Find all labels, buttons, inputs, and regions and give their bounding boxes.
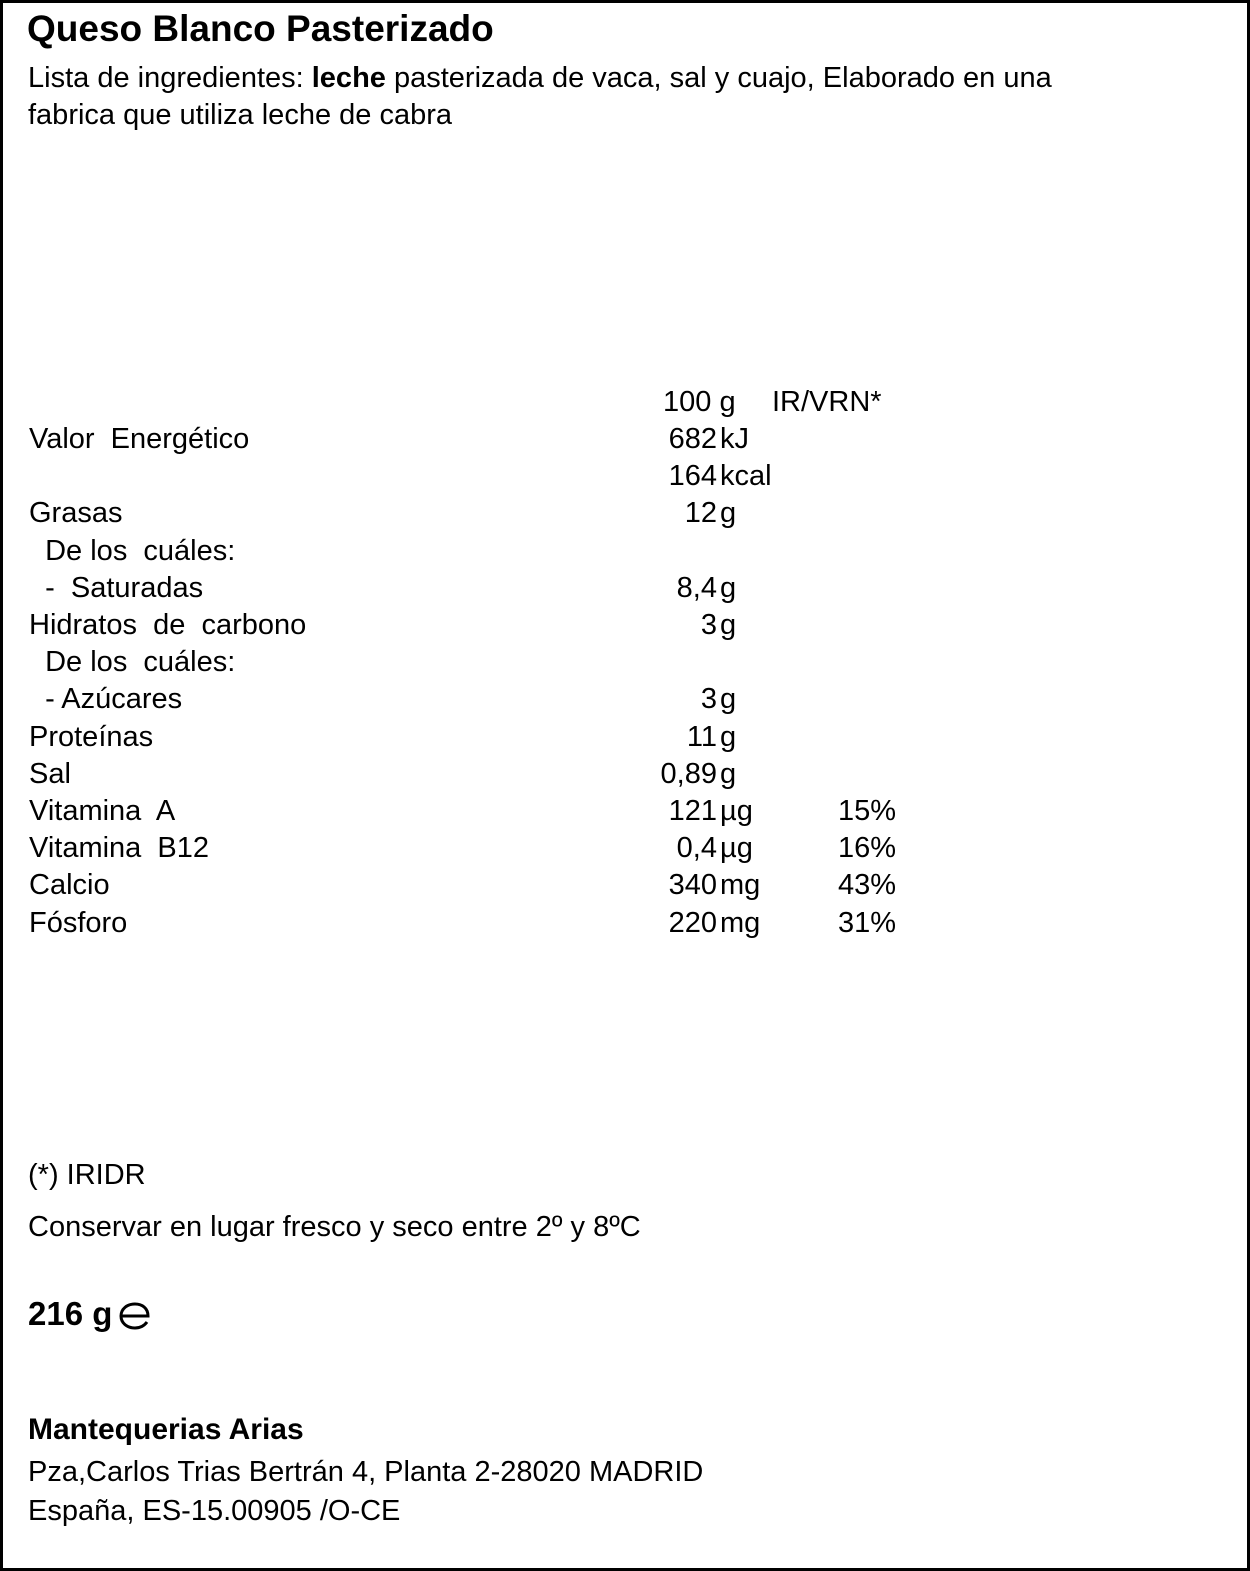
estimate-e-mark-icon bbox=[118, 1301, 152, 1331]
storage-instructions: Conservar en lugar fresco y seco entre 2º y 8ºC bbox=[28, 1211, 641, 1243]
nutrient-ir-percent: 15% bbox=[837, 795, 896, 827]
company-address: Pza,Carlos Trias Bertrán 4, Planta 2-28020 MADRID bbox=[28, 1456, 704, 1488]
nutrient-unit: g bbox=[720, 572, 737, 604]
nutrient-label: Vitamina A bbox=[29, 795, 176, 827]
nutrient-unit: µg bbox=[720, 795, 753, 827]
company-name: Mantequerias Arias bbox=[28, 1413, 304, 1446]
nutrient-value: 340 bbox=[668, 869, 717, 901]
ingredients-allergen: leche bbox=[311, 62, 386, 94]
nutrient-unit: mg bbox=[720, 907, 761, 939]
nutrient-label: - Saturadas bbox=[29, 572, 204, 604]
nutrient-unit: mg bbox=[720, 869, 761, 901]
nutrient-unit: kcal bbox=[720, 460, 772, 492]
nutrient-label: Sal bbox=[29, 758, 71, 790]
nutrient-label: Calcio bbox=[29, 869, 110, 901]
nutrient-label: Valor Energético bbox=[29, 423, 250, 455]
company-registry: España, ES-15.00905 /O-CE bbox=[28, 1495, 401, 1527]
nutrient-unit: g bbox=[720, 758, 737, 790]
nutrient-value: 8,4 bbox=[676, 572, 717, 604]
net-weight-value: 216 g bbox=[28, 1295, 113, 1332]
nutrient-value: 12 bbox=[684, 497, 717, 529]
footnote: (*) IRIDR bbox=[28, 1159, 146, 1191]
ingredients-list bbox=[28, 60, 1052, 134]
nutrient-unit: µg bbox=[720, 832, 753, 864]
ingredients-line2: fabrica que utiliza leche de cabra bbox=[28, 99, 452, 131]
nutrient-ir-percent: 16% bbox=[837, 832, 896, 864]
nutrient-label: Grasas bbox=[29, 497, 123, 529]
nutrient-value: 3 bbox=[700, 609, 717, 641]
nutrient-label: Vitamina B12 bbox=[29, 832, 210, 864]
nutrient-value: 682 bbox=[668, 423, 717, 455]
nutrient-label: Proteínas bbox=[29, 721, 154, 753]
nutrient-value: 0,4 bbox=[676, 832, 717, 864]
ingredients-prefix: Lista de ingredientes: bbox=[28, 62, 312, 94]
nutrition-header-qty: 100 g bbox=[663, 386, 736, 418]
nutrient-unit: g bbox=[720, 497, 737, 529]
nutrient-unit: g bbox=[720, 609, 737, 641]
nutrient-value: 3 bbox=[700, 683, 717, 715]
nutrition-header-ref: IR/VRN* bbox=[772, 386, 882, 418]
product-title: Queso Blanco Pasterizado bbox=[27, 8, 494, 49]
nutrient-label: De los cuáles: bbox=[29, 646, 236, 678]
nutrient-ir-percent: 31% bbox=[837, 907, 896, 939]
nutrient-ir-percent: 43% bbox=[837, 869, 896, 901]
nutrient-unit: kJ bbox=[720, 423, 749, 455]
nutrient-label: De los cuáles: bbox=[29, 535, 236, 567]
nutrient-unit: g bbox=[720, 721, 737, 753]
nutrient-label: - Azúcares bbox=[29, 683, 183, 715]
nutrient-value: 121 bbox=[668, 795, 717, 827]
nutrient-label: Hidratos de carbono bbox=[29, 609, 307, 641]
nutrient-label: Fósforo bbox=[29, 907, 128, 939]
nutrient-value: 220 bbox=[668, 907, 717, 939]
net-weight bbox=[28, 1297, 152, 1331]
nutrient-value: 11 bbox=[686, 721, 717, 753]
nutrient-value: 164 bbox=[668, 460, 717, 492]
nutrient-value: 0,89 bbox=[660, 758, 717, 790]
nutrient-unit: g bbox=[720, 683, 737, 715]
ingredients-suffix: pasterizada de vaca, sal y cuajo, Elaborado en una bbox=[385, 62, 1052, 94]
